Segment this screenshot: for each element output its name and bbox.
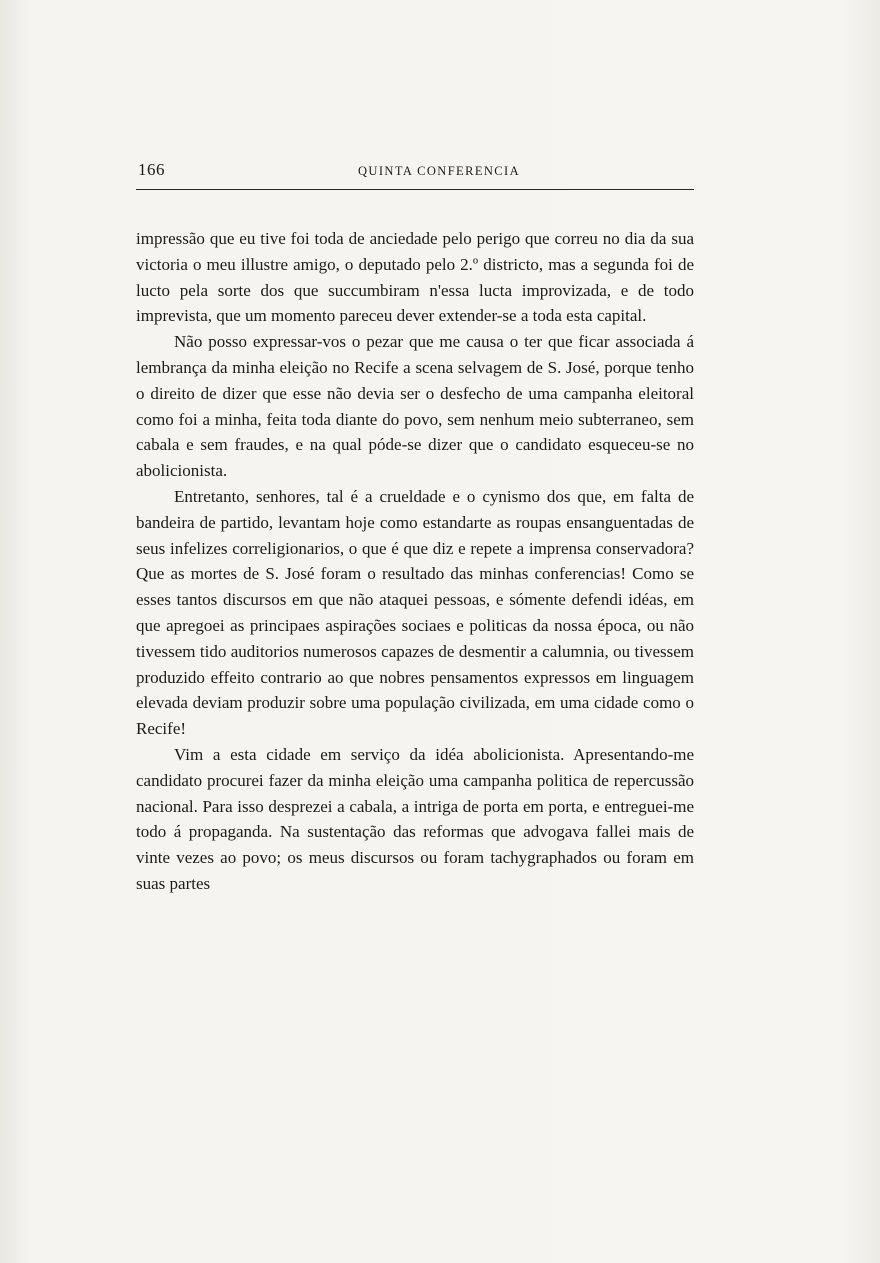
paragraph: Não posso expressar-vos o pezar que me causa o ter que ficar associada á lembrança da minha eleição no Recife a scena selvagem de S. José, porque tenho o direito de dizer que esse não devia ser o desfecho de uma campanha eleitoral como foi a minha, feita toda diante do povo, sem nenhum meio subterraneo, sem cabala e sem fraudes, e na qual póde-se dizer que o candidato esqueceu-se no abolicionista.: [136, 332, 694, 481]
paragraph: Entretanto, senhores, tal é a crueldade e o cynismo dos que, em falta de bandeira de partido, levantam hoje como estandarte as roupas ensanguentadas de seus infelizes correligionarios, o que é que diz e repete a imprensa conservadora? Que as mortes de S. José foram o resultado das minhas conferencias! Como se esses tantos discursos em que não ataquei pessoas, e sómente defendi idéas, em que apregoei as principaes aspirações sociaes e politicas da nossa época, ou não tivessem tido auditorios numerosos capazes de desmentir a calumnia, ou tivessem produzido effeito contrario ao que nobres pensamentos expressos em linguagem elevada deviam produzir sobre uma população civilizada, em uma cidade como o Recife!: [136, 486, 694, 739]
paragraph: Vim a esta cidade em serviço da idéa abolicionista. Apresentando-me candidato procurei fazer da minha eleição uma campanha politica de repercussão nacional. Para isso desprezei a cabala, a intriga de porta em porta, e entreguei-me todo á propaganda. Na sustentação das reformas que advogava fallei mais de vinte vezes ao povo; os meus discursos ou foram tachygraphados ou foram em suas partes: [136, 744, 694, 893]
page-header: [136, 160, 692, 184]
header-rule: [136, 189, 694, 190]
body-text: [136, 226, 694, 897]
running-head: QUINTA CONFERENCIA: [357, 164, 521, 178]
paragraph: impressão que eu tive foi toda de anciedade pelo perigo que correu no dia da sua victoria o meu illustre amigo, o deputado pelo 2.º districto, mas a segunda foi de lucto pela sorte dos que succumbiram n'essa lucta improvizada, e de todo imprevista, que um momento pareceu dever extender-se a toda esta capital.: [136, 229, 694, 326]
page-number: 166: [138, 160, 165, 179]
